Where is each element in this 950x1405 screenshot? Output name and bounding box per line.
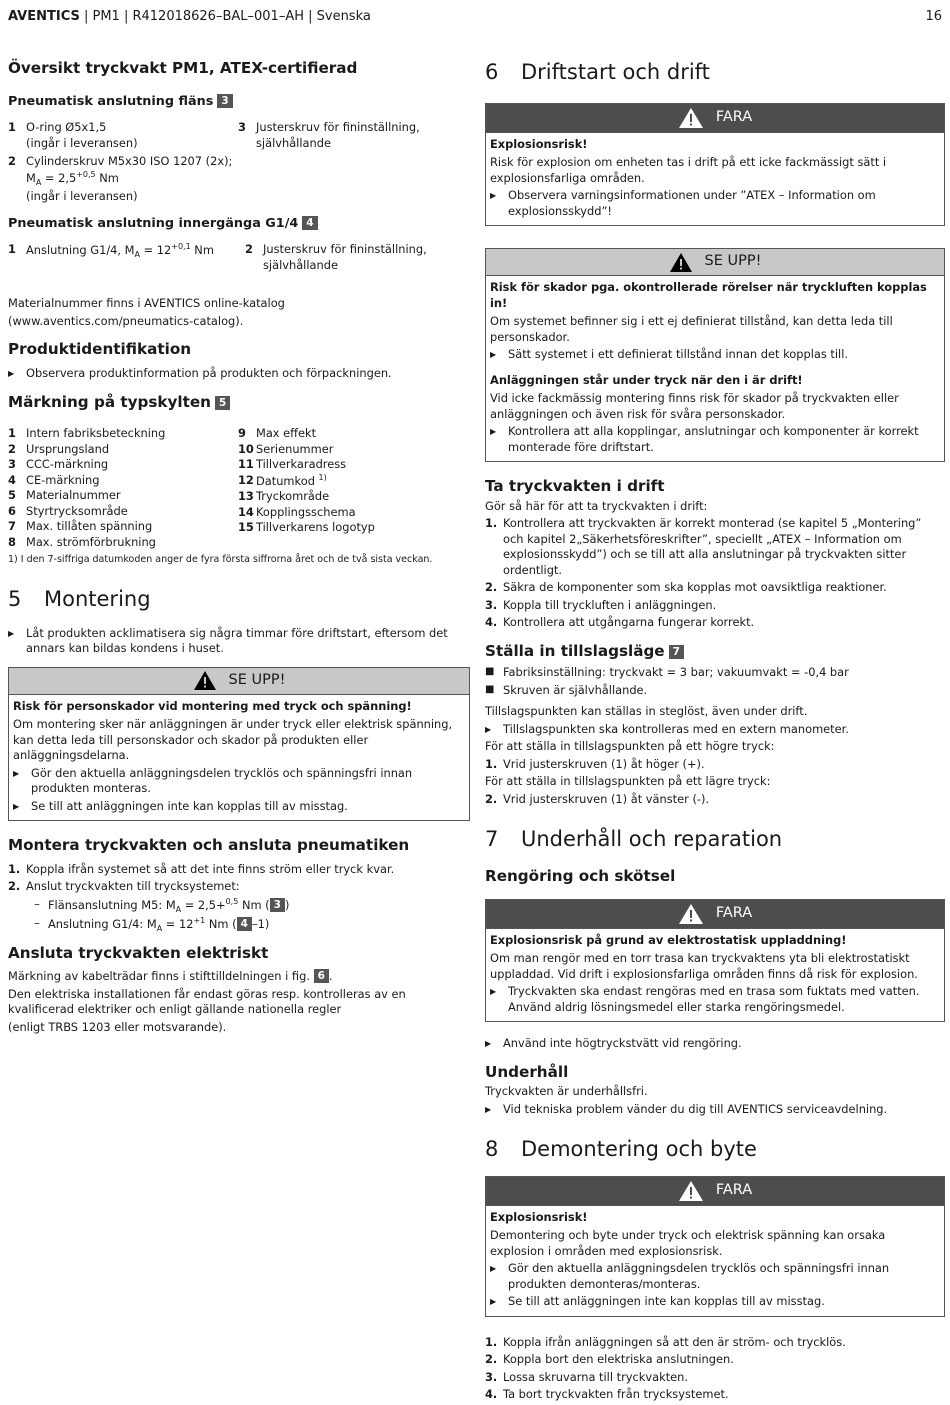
warning-lead: Explosionsrisk!: [490, 136, 588, 151]
legend-item: 2 Justerskruv för fininställning, självhållande: [245, 242, 427, 272]
start-intro: Gör så här för att ta tryckvakten i drift:: [485, 498, 708, 513]
caution-box: [485, 248, 945, 462]
list-item: ▶ Gör den aktuella anläggningsdelen trycklös och spänningsfri innan produkten monteras.: [13, 765, 413, 796]
warning-lead: Explosionsrisk!: [490, 1209, 588, 1224]
danger-box: [485, 1176, 945, 1317]
mount-title: Montera tryckvakten och ansluta pneumatiken: [8, 836, 410, 855]
set-text: Tillslagspunkten kan ställas in steglöst, även under drift.: [485, 704, 808, 719]
warning-lead: Anläggningen står under tryck när den i är drift!: [490, 372, 803, 387]
warning-triangle-icon: [678, 903, 704, 925]
legend-item: 1 Anslutning G1/4, $M_A = 12^{+0,1}$ Nm: [8, 242, 214, 260]
elec-text: Märkning av kabelträdar finns i stifttilldelningen i fig. 6 .: [8, 969, 333, 984]
maint-title: Underhåll: [485, 1062, 569, 1081]
caution-bar: SE UPP!: [9, 668, 469, 695]
elec-title: Ansluta tryckvakten elektriskt: [8, 943, 269, 962]
square-bullet-icon: ■: [485, 683, 495, 695]
bullet-arrow-icon: ▶: [485, 1039, 492, 1049]
list-item: ▶ Sätt systemet i ett definierat tillstånd innan det kopplas till.: [490, 347, 849, 362]
prodid-title: Produktidentifikation: [8, 340, 192, 359]
bullet-arrow-icon: ▶: [13, 768, 20, 778]
set-text: För att ställa in tillslagspunkten på ett högre tryck:: [485, 739, 775, 754]
material-note: Materialnummer finns i AVENTICS online-katalog: [8, 296, 285, 311]
legend-item: 9 Max effekt: [238, 426, 317, 441]
thread-legend: [8, 242, 470, 276]
figure-badge: 3: [270, 898, 285, 912]
list-item: ▶ Se till att anläggningen inte kan kopplas till av misstag.: [13, 798, 348, 813]
footnote: 1) I den 7-siffriga datumkoden anger de fyra första siffrorna året och de två sista veckan.: [8, 554, 433, 566]
list-item: ▶ Observera produktinformation på produkten och förpackningen.: [8, 366, 392, 381]
flange-legend: [8, 120, 470, 207]
list-item: 3. Koppla till tryckluften i anläggningen.: [485, 597, 717, 612]
thread-title: Pneumatisk anslutning innergänga G1/4 4: [8, 215, 470, 232]
warning-triangle-icon: [678, 107, 704, 129]
legend-item: 1 Intern fabriksbeteckning: [8, 426, 166, 441]
elec-text: Den elektriska installationen får endast göras resp. kontrolleras av en kvalificerad elektriker och enligt gällande nationella regler: [8, 986, 406, 1017]
list-item: 1. Koppla ifrån anläggningen så att den är ström- och trycklös.: [485, 1334, 846, 1349]
legend-item: 14 Kopplingsschema: [238, 504, 356, 519]
warning-text: Om montering sker när anläggningen är under tryck eller elektrisk spänning, kan detta leda till personskador och skador på produkten eller anläggningsdelarna.: [13, 717, 453, 763]
warning-text: Demontering och byte under tryck och elektrisk spänning kan orsaka explosion i områden med explosionsrisk.: [490, 1228, 886, 1258]
bullet-arrow-icon: ▶: [490, 987, 497, 997]
list-item: ▶ Vid tekniska problem vänder du dig till AVENTICS serviceavdelning.: [485, 1101, 888, 1116]
list-item: 2. Säkra de komponenter som ska kopplas mot oavsiktliga reaktioner.: [485, 580, 887, 595]
danger-box: [485, 103, 945, 227]
section-6-title: 6 Driftstart och drift: [485, 60, 710, 84]
warning-lead: Explosionsrisk på grund av elektrostatisk uppladdning!: [490, 932, 847, 947]
danger-bar: FARA: [486, 900, 944, 929]
legend-item: 11 Tillverkaradress: [238, 457, 347, 472]
warning-text: Risk för explosion om enheten tas i drift på ett icke fackmässigt sätt i explosionsfarliga områden.: [490, 155, 887, 185]
legend-item: 3 Justerskruv för fininställning, självhållande: [238, 120, 420, 150]
bullet-arrow-icon: ▶: [485, 724, 492, 734]
list-item: ▶ Gör den aktuella anläggningsdelen trycklös och spänningsfri innan produkten demonteras/monteras.: [490, 1261, 890, 1291]
legend-item: 6 Styrtrycksområde: [8, 503, 128, 518]
overview-title: Översikt tryckvakt PM1, ATEX-certifierad: [8, 59, 358, 77]
list-item: 1. Koppla ifrån systemet så att det inte finns ström eller tryck kvar.: [8, 861, 395, 876]
label-legend-col2: [238, 426, 468, 550]
right-column: [485, 58, 945, 1405]
maint-text: Tryckvakten är underhållsfri.: [485, 1084, 648, 1099]
square-bullet-icon: ■: [485, 666, 495, 678]
warning-text: Om systemet befinner sig i ett ej definierat tillstånd, kan detta leda till personskador.: [490, 314, 893, 344]
bullet-arrow-icon: ▶: [8, 369, 15, 379]
section-8-title: 8 Demontering och byte: [485, 1137, 757, 1162]
caution-box: [8, 667, 470, 822]
label-legend: [8, 426, 470, 550]
warning-triangle-icon: [678, 1180, 704, 1202]
list-item: 4. Kontrollera att utgångarna fungerar korrekt.: [485, 615, 755, 630]
clean-title: Rengöring och skötsel: [485, 866, 676, 885]
set-text: För att ställa in tillslagspunkten på ett lägre tryck:: [485, 774, 771, 789]
legend-item: 2 Ursprungsland: [8, 441, 110, 456]
danger-bar: FARA: [486, 1177, 944, 1206]
catalog-url: (www.aventics.com/pneumatics-catalog).: [8, 313, 244, 328]
list-item: 2. Anslut tryckvakten till trycksystemet:: [8, 879, 240, 894]
list-item: ▶ Tillslagspunkten ska kontrolleras med en extern manometer.: [485, 721, 849, 736]
figure-badge: 5: [215, 396, 230, 410]
legend-item: 2 Cylinderskruv M5x30 ISO 1207 (2x); $M_A = 2,5^{+0,5}$ Nm (ingår i leveransen): [8, 154, 233, 203]
legend-item: 8 Max. strömförbrukning: [8, 534, 156, 549]
list-item: – Flänsanslutning M5: $M_A = 2,5+^{0,5}$ Nm ( 3 ): [34, 896, 290, 914]
danger-bar: FARA: [486, 104, 944, 133]
list-item: ▶ Låt produkten acklimatisera sig några timmar före driftstart, eftersom det annars kan bildas kondens i huset.: [8, 625, 448, 656]
bullet-arrow-icon: ▶: [13, 801, 20, 811]
legend-item: 1 O-ring Ø5x1,5 (ingår i leveransen): [8, 120, 138, 150]
list-item: ▶ Tryckvakten ska endast rengöras med en trasa som fuktats med vatten. Använd aldrig lösningsmedel eller starka rengöringsmedel.: [490, 984, 920, 1014]
left-column: [8, 58, 470, 1037]
label-title: Märkning på typskylten 5: [8, 392, 470, 413]
list-item: ▶ Se till att anläggningen inte kan kopplas till av misstag.: [490, 1294, 825, 1309]
document-ref: | PM1 | R412018626–BAL–001–AH | Svenska: [79, 9, 371, 24]
bullet-arrow-icon: ▶: [485, 1104, 492, 1114]
warning-text: Vid icke fackmässig montering finns risk för skador på tryckvakten eller anläggningen och även risk för svåra personskador.: [490, 391, 899, 421]
list-item: 2. Vrid justerskruven (1) åt vänster (-).: [485, 791, 710, 806]
figure-badge: 6: [314, 969, 329, 983]
list-item: ■ Skruven är självhållande.: [485, 682, 648, 697]
elec-text: (enligt TRBS 1203 eller motsvarande).: [8, 1019, 227, 1034]
page-header: [8, 8, 942, 28]
list-item: ■ Fabriksinställning: tryckvakt = 3 bar; vakuumvakt = -0,4 bar: [485, 665, 849, 680]
warning-triangle-icon: [669, 252, 693, 273]
legend-item: 10 Serienummer: [238, 441, 334, 456]
list-item: – Anslutning G1/4: $M_A = 12^{+1}$ Nm ( 4 –1): [34, 915, 270, 933]
list-item: 1. Kontrollera att tryckvakten är korrekt monterad (se kapitel 5 „Montering” och kapitel 2„Säkerhetsföreskrifter”, speciellt „ATEX – Information om explosionsskydd”) och se till att alla anslutningar på tryckvakten sitter ordentligt.: [485, 516, 922, 577]
label-legend-col1: [8, 426, 238, 550]
warning-triangle-icon: [193, 670, 217, 691]
set-title: Ställa in tillslagsläge 7: [485, 641, 945, 662]
figure-badge: 4: [302, 216, 317, 230]
legend-item: 5 Materialnummer: [8, 488, 121, 503]
list-item: 1. Vrid justerskruven (1) åt höger (+).: [485, 756, 705, 771]
list-item: ▶ Observera varningsinformationen under ”ATEX – Information om explosionsskydd”!: [490, 188, 876, 218]
section-7-title: 7 Underhåll och reparation: [485, 827, 783, 852]
brand-name: AVENTICS: [8, 9, 80, 24]
list-item: 2. Koppla bort den elektriska anslutningen.: [485, 1352, 734, 1367]
list-item: ▶ Kontrollera att alla kopplingar, anslutningar och komponenter är korrekt monterade före driftstart.: [490, 424, 919, 454]
list-item: 4. Ta bort tryckvakten från trycksystemet.: [485, 1387, 729, 1402]
warning-lead: Risk för personskador vid montering med tryck och spänning!: [13, 698, 412, 713]
figure-badge: 3: [217, 94, 232, 108]
legend-item: 12 Datumkod $^{1)}$: [238, 472, 327, 488]
caution-bar: SE UPP!: [486, 249, 944, 276]
legend-item: 7 Max. tillåten spänning: [8, 519, 153, 534]
bullet-arrow-icon: ▶: [490, 1264, 497, 1274]
bullet-arrow-icon: ▶: [8, 628, 15, 638]
section-5-title: 5 Montering: [8, 587, 151, 612]
legend-item: 15 Tillverkarens logotyp: [238, 520, 375, 535]
bullet-arrow-icon: ▶: [490, 191, 497, 201]
legend-item: 13 Tryckområde: [238, 489, 330, 504]
legend-item: 4 CE-märkning: [8, 472, 100, 487]
bullet-arrow-icon: ▶: [490, 350, 497, 360]
legend-item: 3 CCC-märkning: [8, 457, 109, 472]
document-title: [8, 8, 371, 28]
page-number: 16: [925, 9, 942, 24]
figure-badge: 7: [669, 645, 684, 659]
start-title: Ta tryckvakten i drift: [485, 477, 665, 496]
bullet-arrow-icon: ▶: [490, 427, 497, 437]
warning-text: Om man rengör med en torr trasa kan tryckvaktens yta bli elektrostatiskt uppladdad. Vid drift i explosionsfarliga områden finns då risk för explosion.: [490, 951, 918, 981]
warning-lead: Risk för skador pga. okontrollerade rörelser när tryckluften kopplas in!: [490, 280, 927, 310]
danger-box: [485, 899, 945, 1023]
list-item: 3. Lossa skruvarna till tryckvakten.: [485, 1369, 689, 1384]
bullet-arrow-icon: ▶: [490, 1297, 497, 1307]
figure-badge: 4: [237, 917, 252, 931]
list-item: ▶ Använd inte högtryckstvätt vid rengöring.: [485, 1036, 742, 1051]
flange-title: Pneumatisk anslutning fläns 3: [8, 93, 470, 110]
